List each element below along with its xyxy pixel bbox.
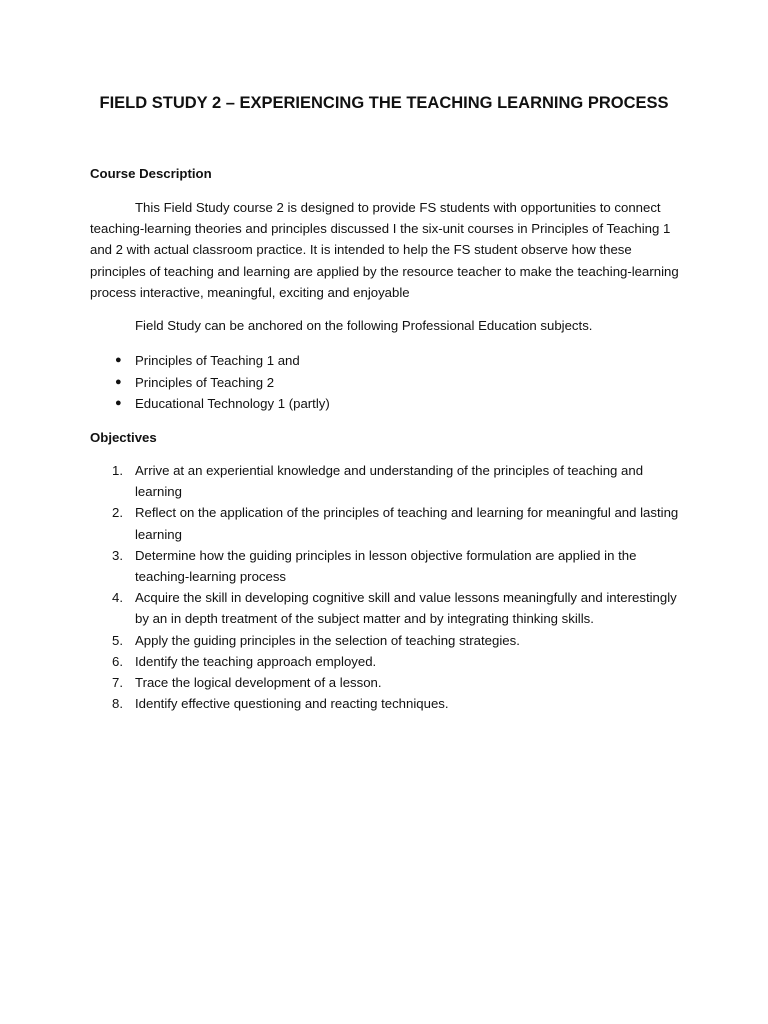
course-description-paragraph: This Field Study course 2 is designed to provide FS students with opportunities to connect teaching-learning theories and principles discussed I the six-unit courses in Principles of Teaching 1 and 2 with actual classroom practice. It is intended to help the FS student observe how these principles of teaching and learning are applied by the resource teacher to make the teaching-learning process interactive, meaningful, exciting and enjoyable [90, 200, 679, 300]
objective-item [90, 502, 680, 544]
objectives-heading: Objectives [90, 430, 157, 445]
subject-item [90, 393, 685, 415]
objective-number: 1. [112, 463, 123, 478]
subject-text: Principles of Teaching 2 [135, 374, 275, 390]
document-title: FIELD STUDY 2 – EXPERIENCING THE TEACHING LEARNING PROCESS [99, 94, 669, 112]
objective-item [90, 651, 680, 672]
bullet-icon: ● [115, 375, 122, 388]
objective-text: Arrive at an experiential knowledge and understanding of the principles of teaching and learning [135, 463, 644, 500]
objective-text: Reflect on the application of the principles of teaching and learning for meaningful and lasting learning [135, 505, 679, 542]
objective-item [90, 630, 680, 651]
subject-item [90, 372, 685, 394]
subject-text: Educational Technology 1 (partly) [135, 396, 330, 412]
objective-number: 4. [112, 590, 123, 606]
objective-text: Determine how the guiding principles in lesson objective formulation are applied in the teaching-learning process [135, 547, 637, 585]
objective-number: 3. [112, 547, 123, 563]
course-description-heading: Course Description [90, 166, 212, 181]
objective-item [90, 460, 680, 502]
objective-number: 2. [112, 505, 123, 521]
objective-item [90, 587, 680, 629]
objective-number: 5. [112, 632, 123, 648]
objective-item [90, 672, 680, 693]
subjects-list [90, 350, 685, 415]
subject-item [90, 350, 685, 372]
objectives-list [90, 460, 680, 714]
objective-item [90, 693, 680, 714]
objective-text: Acquire the skill in developing cognitive skill and value lessons meaningfully and interestingly by an in depth treatment of the subject matter and by integrating thinking skills. [135, 590, 677, 627]
objective-text: Trace the logical development of a lesson. [135, 675, 382, 691]
anchor-sentence: Field Study can be anchored on the following Professional Education subjects. [135, 318, 593, 333]
bullet-icon: ● [115, 354, 122, 366]
objective-text: Identify effective questioning and reacting techniques. [135, 696, 449, 712]
objective-text: Apply the guiding principles in the selection of teaching strategies. [135, 632, 520, 648]
bullet-icon: ● [115, 397, 122, 410]
objective-item [90, 545, 680, 587]
objective-text: Identify the teaching approach employed. [135, 653, 377, 669]
objective-number: 8. [112, 696, 123, 712]
objective-number: 6. [112, 653, 123, 669]
objective-number: 7. [112, 675, 123, 691]
subject-text: Principles of Teaching 1 and [135, 353, 300, 368]
